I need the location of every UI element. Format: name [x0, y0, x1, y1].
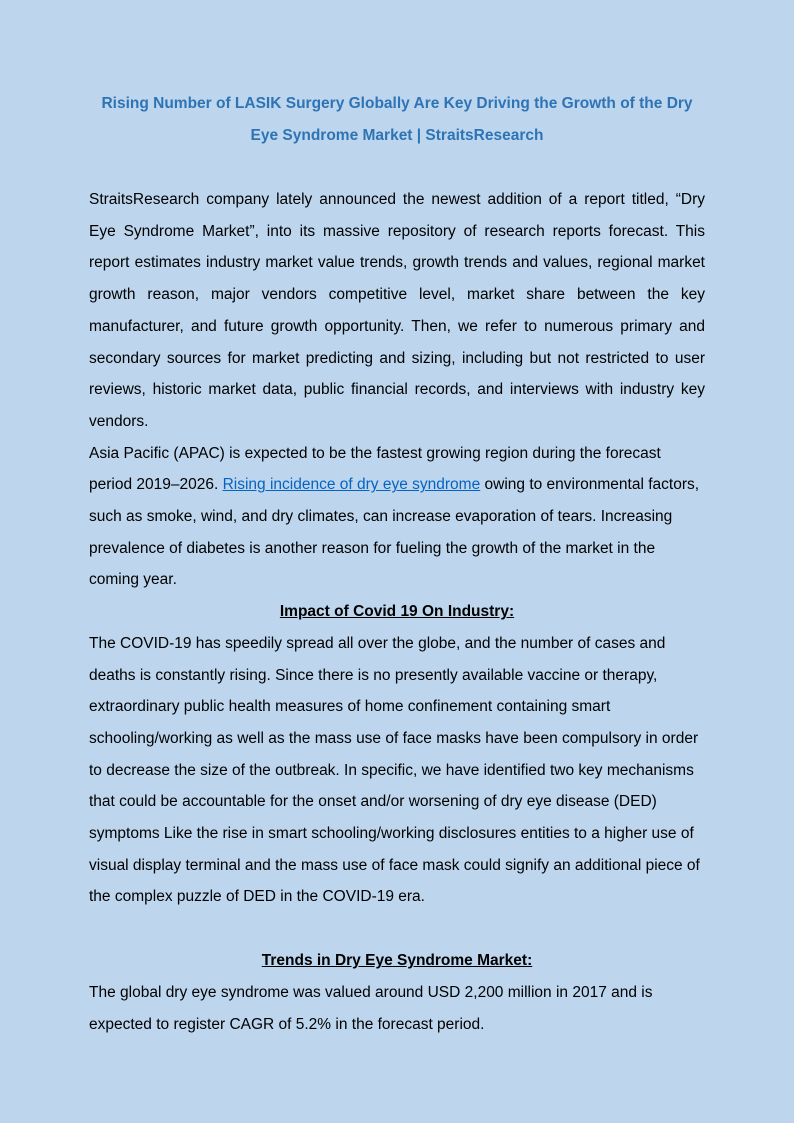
dry-eye-incidence-link[interactable]: Rising incidence of dry eye syndrome: [222, 476, 481, 494]
document-title: Rising Number of LASIK Surgery Globally Are Key Driving the Growth of the Dry Eye Syndrome Market | StraitsResearch: [101, 95, 693, 144]
apac-text-after-link: owing to environmental factors, such as smoke, wind, and dry climates, can increase evaporation of tears. Increasing prevalence of diabetes is another reason for fueling the growth of the market in the coming year.: [89, 476, 700, 589]
trends-paragraph: The global dry eye syndrome was valued around USD 2,200 million in 2017 and is expected to register CAGR of 5.2% in the forecast period.: [89, 983, 653, 1033]
trends-heading: Trends in Dry Eye Syndrome Market:: [261, 952, 533, 970]
apac-paragraph: [89, 438, 705, 597]
apac-text-before-link: Asia Pacific (APAC) is expected to be the fastest growing region during the forecast period 2019–2026.: [89, 444, 661, 494]
covid-heading: Impact of Covid 19 On Industry:: [279, 603, 515, 621]
covid-paragraph: The COVID-19 has speedily spread all over the globe, and the number of cases and deaths is constantly rising. Since there is no presently available vaccine or therapy, extraordinary public health measures of home confinement containing smart schooling/working as well as the mass use of face masks have been compulsory in order to decrease the size of the outbreak. In specific, we have identified two key mechanisms that could be accountable for the onset and/or worsening of dry eye disease (DED) symptoms Like the rise in smart schooling/working disclosures entities to a higher use of visual display terminal and the mass use of face mask could signify an additional piece of the complex puzzle of DED in the COVID-19 era.: [89, 634, 700, 906]
intro-paragraph: StraitsResearch company lately announced the newest addition of a report titled, “Dry Eye Syndrome Market”, into its massive repository of research reports forecast. This report estimates industry market value trends, growth trends and values, regional market growth reason, major vendors competitive level, market share between the key manufacturer, and future growth opportunity. Then, we refer to numerous primary and secondary sources for market predicting and sizing, including but not restricted to user reviews, historic market data, public financial records, and interviews with industry key vendors.: [89, 191, 705, 430]
spacer: [89, 152, 705, 184]
spacer: [89, 913, 705, 945]
document-page: [89, 88, 705, 1040]
